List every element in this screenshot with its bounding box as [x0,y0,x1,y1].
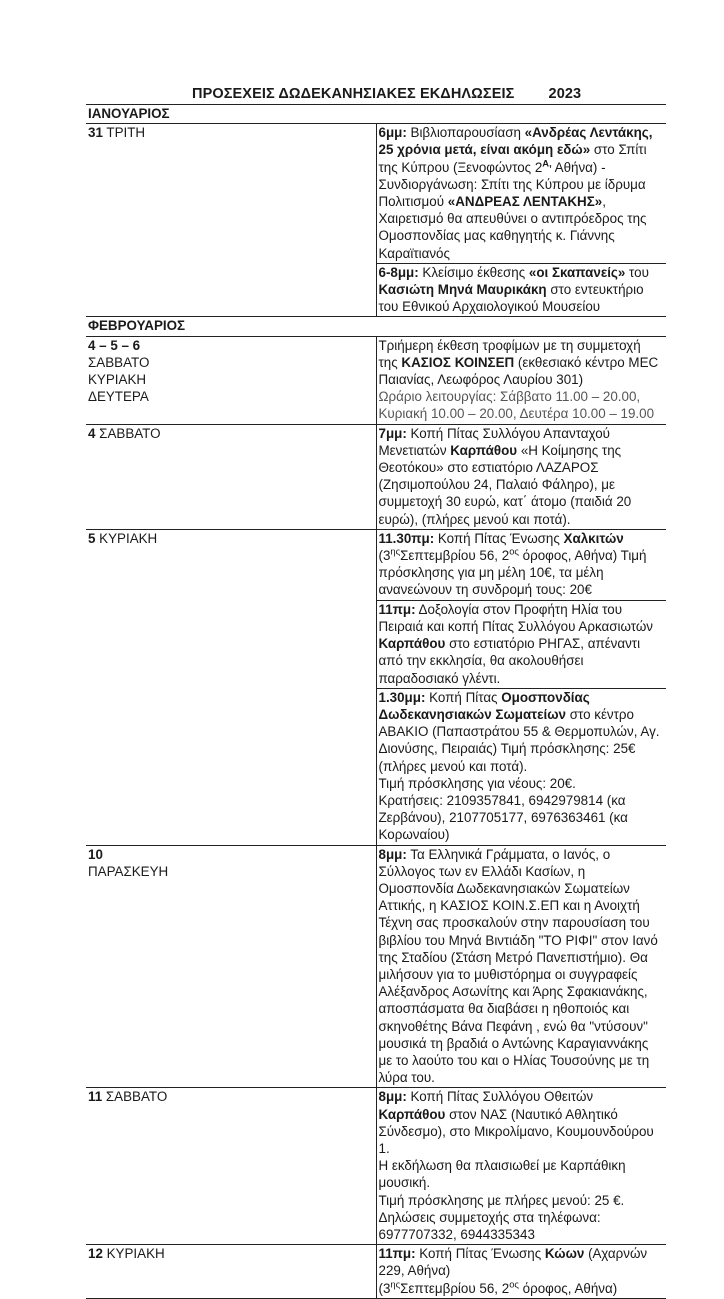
event-text: Η εκδήλωση θα πλαισιωθεί με Καρπάθικη μουσική. [378,1158,626,1191]
event-date [86,845,376,1088]
event-date [86,336,376,424]
event-date-number: 12 [88,1246,103,1262]
event-date [86,424,376,529]
event-text: Αθήνα) - Συνδιοργάνωση: Σπίτι της Κύπρου με ίδρυμα Πολιτισμού [378,159,646,210]
event-description [376,845,666,1088]
bold-text: Καρπάθου [450,442,518,458]
event-date-number: 5 [88,530,96,546]
bold-text: 8μμ: [378,1089,407,1105]
bold-text: ΚΑΣΙΟΣ ΚΟΙΝΣΕΠ [401,354,515,370]
event-text: (3 [378,1280,391,1296]
month-heading: ΙΑΝΟΥΑΡΙΟΣ [86,105,666,124]
event-text: Κρατήσεις: 2109357841, 6942979814 (κα Ζερβάνου), 2107705177, 6976363461 (κα Κορωναίου) [378,792,628,843]
event-text: Τα Ελληνικά Γράμματα, ο Ιανός, ο Σύλλογος των εν Ελλάδι Κασίων, η Ομοσπονδία Δωδεκανησιακών Σωματείων Αττικής, η ΚΑΣΙΟΣ ΚΟΙΝ.Σ.ΕΠ και η Ανοιχτή Τέχνη σας προσκαλούν στην παρουσίαση του βιβλίου του Μηνά Βιντιάδη "ΤΟ ΡΙΦΙ" στον Ιανό της Σταδίου (Στάση Μετρό Πανεπιστήμιο). Θα μιλήσουν για το μυθιστόρημα οι συγγραφείς Αλέξανδρος Ασωνίτης και Άρης Σφακιανάκης, αποσπάσματα θα διαβάσει η ηθοποιός και σκηνοθέτης Βάνα Πεφάνη , ενώ θα "ντύσουν" μουσικά τη βραδιά ο Αντώνης Καραγιαννάκης με το λαούτο του και ο Ηλίας Τουσούνης με τη λύρα του. [378,846,658,1086]
event-row [86,424,666,529]
bold-text: Κώων [544,1246,585,1262]
bold-text: Χαλκιτών [563,530,624,546]
event-description [376,688,666,845]
event-date-day: ΤΡΙΤΗ [102,125,146,141]
bold-text: Καρπάθου [378,636,446,652]
event-text: Κλείσιμο έκθεσης [418,264,529,280]
event-text: στο Σπίτι της Κύπρου (Ξενοφώντος 2 [378,142,647,175]
event-text: Δοξολογία στον Προφήτη Ηλία του Πειραιά και κοπή Πίτας Συλλόγου Αρκασιωτών [378,601,653,634]
bold-text: 11.30πμ: [378,530,435,546]
event-text: του [625,264,649,280]
event-text: Κοπή Πίτας Συλλόγου Απανταχού Μενετιατών [378,425,610,458]
event-date-day: ΣΑΒΒΑΤΟ ΚΥΡΙΑΚΗ ΔΕΥΤΕΡΑ [88,354,150,405]
event-row [86,1245,666,1299]
event-text: (εκθεσιακό κέντρο ΜΕC Παιανίας, Λεωφόρος Λαυρίου 301) [378,354,659,388]
bold-text: 6-8μμ: [378,264,419,280]
bold-text: 7μμ: [378,425,407,441]
event-text: (3 [378,548,391,564]
superscript-text: Α, [542,158,552,169]
event-text: στο εντευκτήριο του Εθνικού Αρχαιολογικού Μουσείου [378,282,644,315]
bold-text: 8μμ: [378,846,407,862]
bold-text: 11πμ: [378,1246,416,1262]
superscript-text: ης [390,546,401,557]
event-date-day: ΣΑΒΒΑΤΟ [95,425,161,441]
event-description [376,124,666,264]
title-year: 2023 [548,86,582,102]
superscript-text: ος [509,546,519,557]
event-text: Τιμή πρόσκλησης με πλήρες μενού: 25 €. [378,1192,625,1208]
event-description [376,529,666,600]
event-text: Βιβλιοπαρουσίαση [406,125,525,141]
event-description [376,1245,666,1299]
bold-text: Ομοσπονδίας Δωδεκανησιακών Σωματείων [378,689,590,722]
event-text: «Η Κοίμησης της Θεοτόκου» στο εστιατόριο ΛΑΖΑΡΟΣ (Ζησιμοπούλου 24, Παλαιό Φάληρο), με συμμετοχή 30 ευρώ, κατ΄ άτομο (παιδιά 20 ευρώ), (πλήρες μενού και ποτά). [378,442,632,527]
title-text: ΠΡΟΣΕΧΕΙΣ ΔΩΔΕΚΑΝΗΣΙΑΚΕΣ ΕΚΔΗΛΩΣΕΙΣ [192,86,515,102]
bold-text: «ΑΝΔΡΕΑΣ ΛΕΝΤΑΚΗΣ» [447,194,603,210]
event-date-number: 31 [88,125,103,141]
event-row [86,124,666,264]
month-heading: ΦΕΒΡΟΥΑΡΙΟΣ [86,317,666,336]
month-row [86,317,666,336]
event-date-day: ΠΑΡΑΣΚΕΥΗ [88,863,169,879]
event-text: Κοπή Πίτας [425,689,502,705]
bold-text: «οι Σκαπανείς» [528,264,626,280]
event-date-day: ΣΑΒΒΑΤΟ [102,1089,168,1105]
event-text: στο κέντρο ΑΒΑΚΙΟ (Παπαστράτου 55 & Θερμοπυλών, Αγ. Διονύσης, Πειραιάς) Τιμή πρόσκλησης: 25€ (πλήρες μενού και ποτά). [378,706,660,774]
event-date [86,529,376,845]
event-description [376,336,666,424]
events-table [86,105,666,1299]
event-date-number: 10 [88,846,103,862]
bold-text: Καρπάθου [378,1106,446,1122]
event-text: Σεπτεμβρίου 56, 2 [400,548,510,564]
superscript-text: ος [509,1279,519,1290]
bold-text: Κασιώτη Μηνά Μαυρικάκη [378,282,547,298]
event-date [86,1088,376,1245]
event-description [376,1088,666,1245]
event-text: Τιμή πρόσκλησης για νέους: 20€. [378,775,576,791]
event-row [86,529,666,600]
event-text: όροφος, Αθήνα) Τιμή πρόσκλησης για μη μέλη 10€, τα μέλη ανανεώνουν τη συνδρομή τους: 20€ [378,548,647,598]
event-date [86,1245,376,1299]
bold-text: 6μμ: [378,125,407,141]
event-text: Σεπτεμβρίου 56, 2 [400,1280,510,1296]
event-date-day: ΚΥΡΙΑΚΗ [95,530,158,546]
event-description [376,263,666,317]
event-row [86,1088,666,1245]
event-text: Κοπή Πίτας Ένωσης [434,530,564,546]
event-text: Κοπή Πίτας Ένωσης [415,1246,545,1262]
events-table-body [86,105,666,1298]
event-text: (Αχαρνών 229, Αθήνα) [378,1246,648,1279]
month-row [86,105,666,124]
bold-text: 11πμ: [378,601,416,617]
event-text: Κοπή Πίτας Συλλόγου Οθειτών [406,1089,594,1105]
superscript-text: ης [390,1279,401,1290]
event-description [376,424,666,529]
event-date-number: 4 – 5 – 6 [88,337,141,353]
event-date-number: 11 [88,1089,103,1105]
event-row [86,845,666,1088]
event-date-day: ΚΥΡΙΑΚΗ [102,1246,165,1262]
event-date [86,124,376,317]
event-text: στο εστιατόριο ΡΗΓΑΣ, απέναντι από την εκκλησία, θα ακολουθήσει παραδοσιακό γλέντι. [378,636,641,686]
event-row [86,336,666,424]
event-text: Ωράριο λειτουργίας: Σάββατο 11.00 – 20.00, Κυριακή 10.00 – 20.00, Δευτέρα 10.00 – 19.00 [378,389,655,422]
bold-text: «Ανδρέας Λεντάκης, 25 χρόνια μετά, είναι ακόμη εδώ» [378,125,653,158]
event-text: όροφος, Αθήνα) [518,1280,618,1296]
bold-text: 1.30μμ: [378,689,426,705]
event-description [376,600,666,688]
event-text: στον ΝΑΣ (Ναυτικό Αθλητικό Σύνδεσμο), στο Μικρολίμανο, Κουμουνδούρου 1. [378,1106,654,1156]
event-date-number: 4 [88,425,96,441]
event-text: Δηλώσεις συμμετοχής στα τηλέφωνα: 6977707332, 6944335343 [378,1209,601,1242]
event-text: , Χαιρετισμό θα απευθύνει ο αντιπρόεδρος της Ομοσπονδίας μας καθηγητής κ. Γιάννης Καραϊτιανός [378,194,647,261]
page-title [86,86,666,105]
event-text: Τριήμερη έκθεση τροφίμων με τη συμμετοχή της [378,337,641,370]
